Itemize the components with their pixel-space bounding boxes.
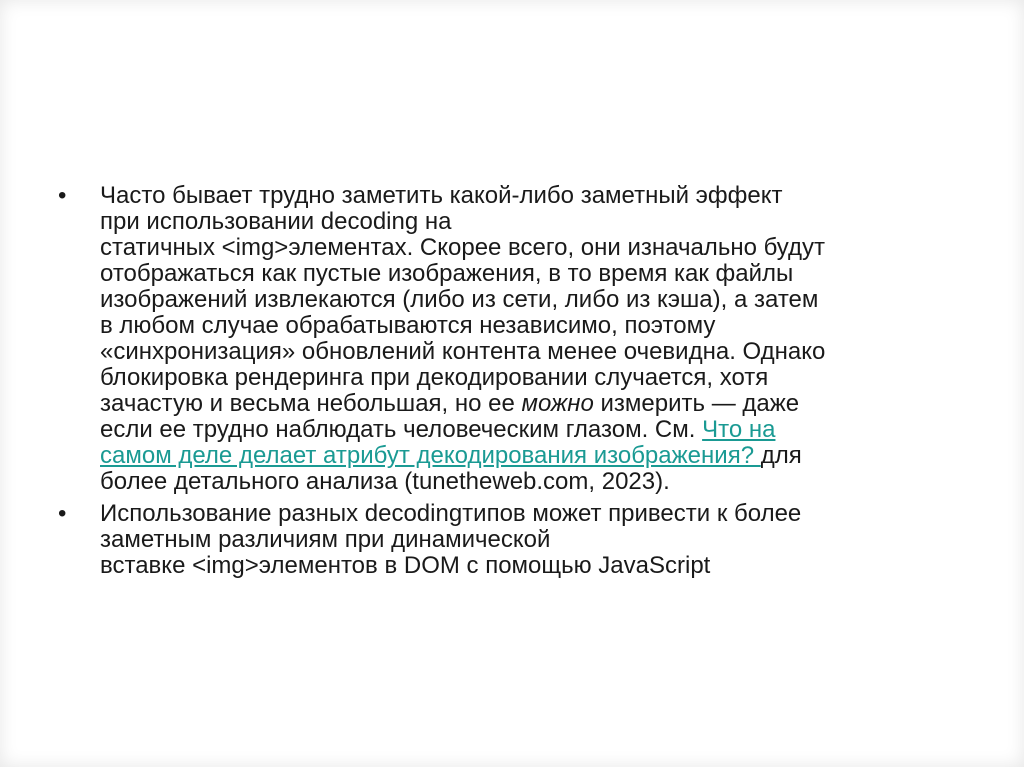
bullet-item-decoding-static xyxy=(58,183,978,495)
text-fragment: если ее трудно наблюдать человеческим глазом. См. xyxy=(100,416,703,443)
text-fragment: измерить — даже xyxy=(593,390,800,417)
text-line xyxy=(100,391,978,417)
text-line: при использовании decoding на xyxy=(100,208,452,235)
text-line: изображений извлекаются (либо из сети, либо из кэша), а затем xyxy=(100,286,819,313)
text-line: статичных <img>элементах. Скорее всего, они изначально будут xyxy=(100,234,826,261)
text-line: более детального анализа (tunetheweb.com, 2023). xyxy=(100,468,670,495)
bullet-icon: • xyxy=(58,500,67,527)
text-line: вставке <img>элементов в DOM с помощью JavaScript xyxy=(100,552,711,579)
bullet-icon: • xyxy=(58,182,67,209)
emphasis-text: можно xyxy=(521,390,594,417)
text-line xyxy=(100,417,978,443)
text-line: заметным различиям при динамической xyxy=(100,526,551,553)
text-line: в любом случае обрабатываются независимо, поэтому xyxy=(100,312,716,339)
text-line: Использование разных decodingтипов может привести к более xyxy=(100,500,802,527)
text-fragment: для xyxy=(760,442,802,469)
bullet-item-decoding-dynamic xyxy=(58,501,978,579)
decoding-article-link[interactable]: Что на xyxy=(702,416,776,443)
text-line: Часто бывает трудно заметить какой-либо заметный эффект xyxy=(100,182,783,209)
text-line xyxy=(100,443,978,469)
text-line: «синхронизация» обновлений контента менее очевидна. Однако xyxy=(100,338,826,365)
decoding-article-link-continued[interactable]: самом деле делает атрибут декодирования изображения? xyxy=(100,442,761,469)
text-line: отображаться как пустые изображения, в то время как файлы xyxy=(100,260,794,287)
text-fragment: зачастую и весьма небольшая, но ее xyxy=(100,390,522,417)
text-line: блокировка рендеринга при декодировании случается, хотя xyxy=(100,364,769,391)
slide-body xyxy=(58,183,978,585)
